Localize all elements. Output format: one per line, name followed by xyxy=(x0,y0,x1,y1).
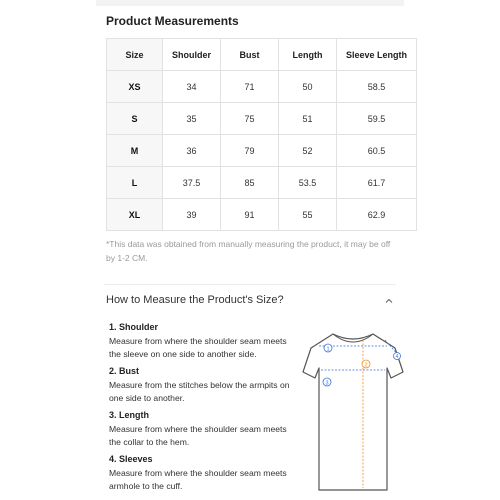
section-title: Product Measurements xyxy=(106,14,239,28)
marker-label: 4 xyxy=(395,354,399,360)
length-cell: 52 xyxy=(279,135,337,167)
step-title: 1. Shoulder xyxy=(109,322,159,332)
column-header: Bust xyxy=(221,39,279,71)
table-row xyxy=(107,71,417,103)
table-header-row xyxy=(107,39,417,71)
shoulder-cell: 35 xyxy=(163,103,221,135)
step-description: Measure from the stitches below the armpits on one side to another. xyxy=(109,380,290,403)
bust-cell: 79 xyxy=(221,135,279,167)
marker-2 xyxy=(362,360,370,368)
step-description: Measure from where the shoulder seam meets the collar to the hem. xyxy=(109,424,287,447)
table-row xyxy=(107,103,417,135)
column-header: Size xyxy=(107,39,163,71)
how-to-measure-title: How to Measure the Product's Size? xyxy=(106,294,284,306)
step-title: 4. Sleeves xyxy=(109,454,153,464)
sleeve-cell: 58.5 xyxy=(337,71,417,103)
size-cell: XS xyxy=(107,71,163,103)
how-to-measure-toggle[interactable] xyxy=(104,292,396,310)
length-cell: 53.5 xyxy=(279,167,337,199)
measurement-disclaimer: *This data was obtained from manually measuring the product, it may be off by 1-2 CM. xyxy=(106,239,391,263)
column-header: Shoulder xyxy=(163,39,221,71)
size-table xyxy=(106,38,417,231)
size-cell: M xyxy=(107,135,163,167)
shoulder-cell: 34 xyxy=(163,71,221,103)
marker-4 xyxy=(394,353,401,361)
step-sleeves xyxy=(109,452,294,492)
sleeve-cell: 59.5 xyxy=(337,103,417,135)
step-title: 3. Length xyxy=(109,410,149,420)
step-bust xyxy=(109,364,294,404)
top-strip xyxy=(96,0,404,6)
tshirt-diagram xyxy=(303,326,403,496)
size-table-container[interactable] xyxy=(106,38,408,230)
marker-label: 1 xyxy=(326,346,330,353)
shoulder-cell: 39 xyxy=(163,199,221,231)
length-cell: 50 xyxy=(279,71,337,103)
size-cell: XL xyxy=(107,199,163,231)
step-length xyxy=(109,408,294,448)
sleeve-cell: 61.7 xyxy=(337,167,417,199)
marker-3 xyxy=(323,378,331,386)
bust-cell: 91 xyxy=(221,199,279,231)
size-cell: S xyxy=(107,103,163,135)
measure-steps xyxy=(109,320,294,496)
step-description: Measure from where the shoulder seam meets the sleeve on one side to another side. xyxy=(109,336,287,359)
marker-label: 3 xyxy=(325,380,329,387)
table-row xyxy=(107,167,417,199)
column-header: Length xyxy=(279,39,337,71)
marker-label: 2 xyxy=(364,362,368,369)
step-shoulder xyxy=(109,320,294,360)
chevron-up-icon[interactable] xyxy=(384,296,394,306)
step-description: Measure from where the shoulder seam meets armhole to the cuff. xyxy=(109,468,287,491)
section-divider xyxy=(104,284,396,285)
table-row xyxy=(107,135,417,167)
size-cell: L xyxy=(107,167,163,199)
bust-cell: 85 xyxy=(221,167,279,199)
marker-1 xyxy=(324,344,332,352)
bust-cell: 75 xyxy=(221,103,279,135)
shoulder-cell: 37.5 xyxy=(163,167,221,199)
column-header: Sleeve Length xyxy=(337,39,417,71)
length-cell: 55 xyxy=(279,199,337,231)
shoulder-cell: 36 xyxy=(163,135,221,167)
bust-cell: 71 xyxy=(221,71,279,103)
table-row xyxy=(107,199,417,231)
step-title: 2. Bust xyxy=(109,366,140,376)
tshirt-outline xyxy=(303,334,403,490)
sleeve-cell: 62.9 xyxy=(337,199,417,231)
length-cell: 51 xyxy=(279,103,337,135)
sleeve-cell: 60.5 xyxy=(337,135,417,167)
